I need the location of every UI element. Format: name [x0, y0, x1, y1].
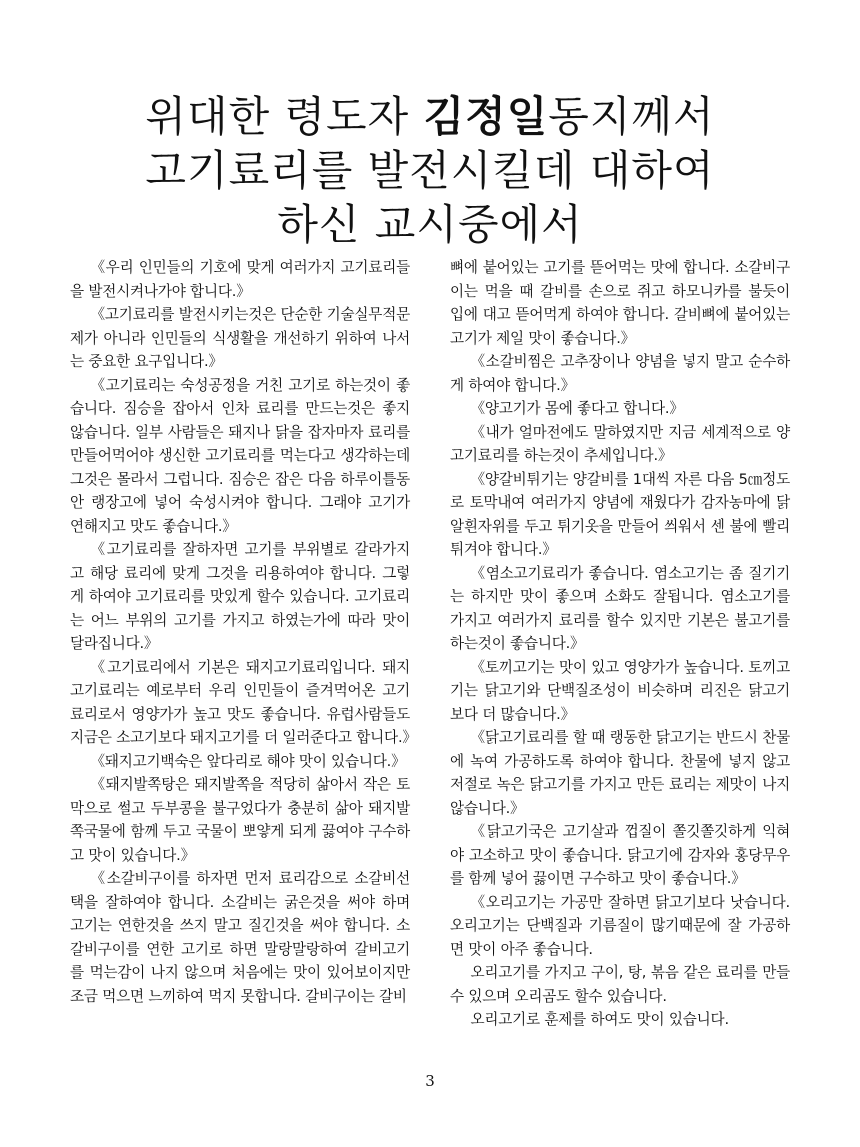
- paragraph: 《오리고기는 가공만 잘하면 닭고기보다 낫습니다. 오리고기는 단백질과 기름질이 많기때문에 잘 가공하면 맛이 아주 좋습니다.: [450, 893, 790, 958]
- paragraph: 《소갈비찜은 고추장이나 양념을 넣지 말고 순수하게 하여야 합니다.》: [450, 353, 790, 394]
- paragraph: 《닭고기국은 고기살과 껍질이 쫄깃쫄깃하게 익혀야 고소하고 맛이 좋습니다. 닭고기에 감자와 홍당무우를 함께 넣어 끓이면 구수하고 맛이 좋습니다.》: [450, 823, 790, 887]
- page-number: 3: [425, 1072, 435, 1090]
- paragraph: 오리고기를 가지고 구이, 탕, 볶음 같은 료리를 만들수 있으며 오리곰도 할수 있습니다.: [450, 964, 790, 1005]
- title-prefix: 위대한 령도자: [145, 92, 424, 141]
- right-column: [450, 256, 790, 1032]
- paragraph: 《소갈비구이를 하자면 먼저 료리감으로 소갈비선택을 잘하여야 합니다. 소갈비는 굵은것을 써야 하며 고기는 연한것을 쓰지 말고 질긴것을 써야 합니다. 소갈비구이를 연한 고기로 하면 말랑말랑하여 갈비고기를 먹는감이 나지 않으며 처음에는 맛이 있어보이지만 조금 먹으면 느끼하여 먹지 못합니다. 갈비구이는 갈비: [70, 870, 410, 1005]
- paragraph: 《고기료리는 숙성공정을 거친 고기로 하는것이 좋습니다. 짐승을 잡아서 인차 료리를 만드는것은 좋지 않습니다. 일부 사람들은 돼지나 닭을 잡자마자 료리를 만들어먹어야 생신한 고기료리를 먹는다고 생각하는데 그것은 몰라서 그럽니다. 짐승은 잡은 다음 하루이틀동안 랭장고에 넣어 숙성시켜야 합니다. 그래야 고기가 연해지고 맛도 좋습니다.》: [70, 376, 410, 535]
- paragraph: 《닭고기료리를 할 때 랭동한 닭고기는 반드시 찬물에 녹여 가공하도록 하여야 합니다. 찬물에 넣지 않고 저절로 녹은 닭고기를 가지고 만든 료리는 제맛이 나지 않습니다.》: [450, 729, 790, 817]
- paragraph: 《돼지고기백숙은 앞다리로 해야 맛이 있습니다.》: [90, 752, 406, 770]
- paragraph: 《돼지발쪽탕은 돼지발쪽을 적당히 삶아서 작은 토막으로 썰고 두부콩을 불구었다가 충분히 삶아 돼지발쪽국물에 함께 두고 국물이 뽀얗게 되게 끓여야 구수하고 맛이 있습니다.》: [70, 776, 410, 864]
- paragraph: 오리고기로 훈제를 하여도 맛이 있습니다.: [470, 1011, 729, 1028]
- paragraph: 《토끼고기는 맛이 있고 영양가가 높습니다. 토끼고기는 닭고기와 단백질조성이 비슷하며 리진은 닭고기보다 더 많습니다.》: [450, 658, 790, 723]
- paragraph: 《염소고기료리가 좋습니다. 염소고기는 좀 질기기는 하지만 맛이 좋으며 소화도 잘됩니다. 염소고기를 가지고 여러가지 료리를 할수 있지만 기본은 불고기를 하는것이 좋습니다.》: [450, 564, 790, 652]
- title-line-1: [0, 90, 860, 144]
- paragraph-continued: 뼈에 붙어있는 고기를 뜯어먹는 맛에 합니다. 소갈비구이는 먹을 때 갈비를 손으로 쥐고 하모니카를 불듯이 입에 대고 뜯어먹게 하여야 합니다. 갈비뼈에 붙어있는 고기가 제일 맛이 좋습니다.》: [450, 259, 790, 347]
- title-line-2: 고기료리를 발전시킬데 대하여: [145, 146, 715, 195]
- paragraph: 《양고기가 몸에 좋다고 합니다.》: [470, 400, 684, 417]
- leader-name: 김정일: [423, 92, 549, 141]
- title-suffix: 동지께서: [548, 92, 715, 141]
- paragraph: 《양갈비튀기는 양갈비를 1대씩 자른 다음 5㎝정도로 토막내여 여러가지 양념에 재웠다가 감자농마에 닭알흰자위를 두고 튀기옷을 만들어 씌워서 센 불에 빨리 튀겨야 합니다.》: [450, 470, 790, 558]
- paragraph: 《고기료리를 발전시키는것은 단순한 기술실무적문제가 아니라 인민들의 식생활을 개선하기 위하여 나서는 중요한 요구입니다.》: [70, 306, 410, 370]
- paragraph: 《고기료리에서 기본은 돼지고기료리입니다. 돼지고기료리는 예로부터 우리 인민들이 즐겨먹어온 고기료리로서 영양가가 높고 맛도 좋습니다. 유럽사람들도 지금은 소고기보다 돼지고기를 더 일러준다고 합니다.》: [70, 658, 417, 746]
- paragraph: 《내가 얼마전에도 말하였지만 지금 세계적으로 양고기료리를 하는것이 추세입니다.》: [450, 423, 790, 464]
- title-line-3: 하신 교시중에서: [277, 200, 583, 249]
- page-title: [0, 90, 860, 252]
- left-column: [70, 256, 417, 1008]
- paragraph: 《고기료리를 잘하자면 고기를 부위별로 갈라가지고 해당 료리에 맞게 그것을 리용하여야 합니다. 그렇게 하여야 고기료리를 맛있게 할수 있습니다. 고기료리는 어느 부위의 고기를 가지고 하였는가에 따라 맛이 달라집니다.》: [70, 541, 410, 652]
- paragraph: 《우리 인민들의 기호에 맞게 여러가지 고기료리들을 발전시켜나가야 합니다.》: [70, 259, 410, 300]
